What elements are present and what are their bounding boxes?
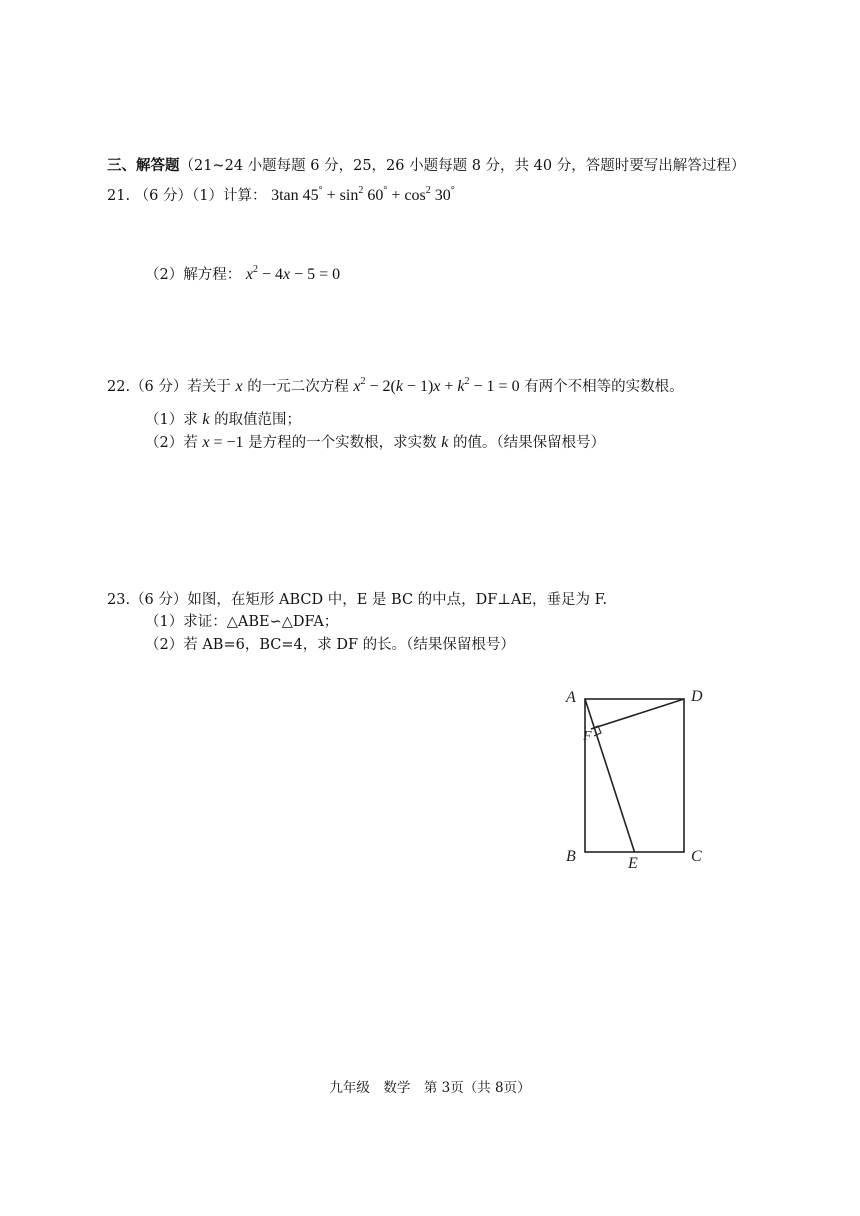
rectangle-abcd xyxy=(585,699,684,852)
q22-number: 22. xyxy=(107,379,131,395)
q23-stem-text: 如图，在矩形 ABCD 中，E 是 BC 的中点，DF⊥AE，垂足为 F. xyxy=(187,592,608,608)
label-a: A xyxy=(566,689,576,706)
label-f: F xyxy=(583,729,592,744)
section-note: （21~24 小题每题 6 分，25，26 小题每题 8 分，共 40 分，答题时要写出解答过程） xyxy=(179,158,746,174)
label-c: C xyxy=(691,848,702,865)
q22-part1-a: （1）求 xyxy=(145,412,198,428)
q21-part2 xyxy=(145,265,340,284)
q21-part2-expression: $x^2 - 4x - 5 = 0$ xyxy=(245,264,341,283)
q22-var-k: k xyxy=(202,411,210,428)
q21-part2-label: （2）解方程： xyxy=(145,267,242,283)
q22-part2 xyxy=(145,433,605,452)
q22-part1-b: 的取值范围； xyxy=(214,412,302,428)
q23-part1: （1）求证：△ABE∽△DFA； xyxy=(145,614,339,630)
q21-part1 xyxy=(107,186,455,205)
q21-part1-expression: 3tan $45^\circ + \sin^2 60^\circ + \cos^2 30^\circ$ xyxy=(271,185,455,204)
q21-points: （6 分） xyxy=(134,188,193,204)
q22-var-x: x xyxy=(235,378,243,395)
section-title: 三、解答题 xyxy=(107,157,180,174)
q23-part2: （2）若 AB=6，BC=4，求 DF 的长。（结果保留根号） xyxy=(145,637,515,653)
q23-stem xyxy=(107,592,607,609)
label-b: B xyxy=(566,848,576,865)
q22-stem-c: 有两个不相等的实数根。 xyxy=(524,379,684,395)
q22-part2-c: 的值。（结果保留根号） xyxy=(452,435,606,451)
q22-points: （6 分） xyxy=(130,379,188,395)
rectangle-figure xyxy=(560,680,740,880)
q22-part1 xyxy=(145,410,301,429)
q23-points: （6 分） xyxy=(130,592,188,608)
q22-stem-a: 若关于 xyxy=(187,379,231,395)
q22-part2-equation: x = −1 xyxy=(202,434,244,451)
q22-part2-a: （2）若 xyxy=(145,435,198,451)
segment-ae xyxy=(585,699,635,852)
label-e: E xyxy=(628,855,638,872)
q22-equation: $x^2 - 2(k - 1)x + k^2 - 1 = 0$ xyxy=(353,376,520,395)
section-header xyxy=(107,157,745,175)
q21-part1-label: （1）计算： xyxy=(192,188,267,204)
q22-stem xyxy=(107,377,684,396)
q22-part2-b: 是方程的一个实数根，求实数 xyxy=(248,435,437,451)
page-footer: 九年级 数学 第 3页（共 8页） xyxy=(329,1080,531,1096)
label-d: D xyxy=(691,688,703,705)
q21-number: 21. xyxy=(107,188,131,204)
q22-stem-b: 的一元二次方程 xyxy=(247,379,349,395)
q22-var-k-2: k xyxy=(441,434,449,451)
q23-number: 23. xyxy=(107,592,131,608)
segment-df xyxy=(591,699,684,729)
